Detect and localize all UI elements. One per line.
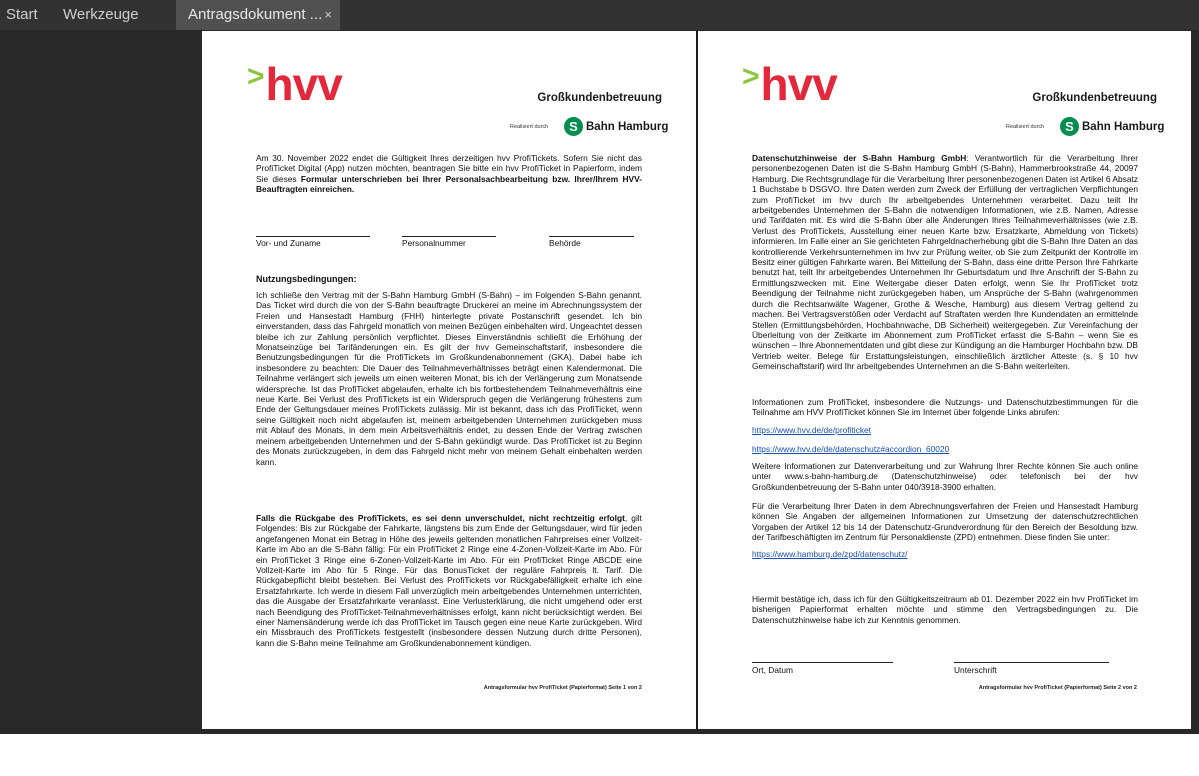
link-zpd[interactable]: https://www.hamburg.de/zpd/datenschutz/	[752, 549, 908, 559]
sbahn-logo-text: Bahn Hamburg	[586, 120, 669, 133]
datenschutz-bold: Datenschutzhinweise der S-Bahn Hamburg GmbH	[752, 153, 967, 163]
datenschutz-paragraph	[752, 153, 1138, 372]
signature-line-ort	[752, 662, 893, 663]
tab-bar	[0, 0, 1199, 30]
tab-document-label: Antragsdokument ...	[188, 6, 323, 23]
intro-bold: Formular unterschrieben bei Ihrer Personalsachbearbeitung bzw. Ihrer/Ihrem HVV-Beauftragten einreichen.	[256, 173, 642, 195]
signature-line-unterschrift	[954, 662, 1109, 663]
tab-werkzeuge[interactable]: Werkzeuge	[63, 6, 139, 23]
fhh-paragraph: Für die Verarbeitung Ihrer Daten in dem Abrechnungsverfahren der Freien und Hansestadt Hamburg können Sie Angaben der allgemeinen Informationen zur Umsetzung der datenschutzrechtlichen Vorgaben der Artikel 12 bis 14 der Datenschutz-Grundverordnung für den Bereich der Besoldung bzw. der Tarifbeschäftigten im Zentrum für Personaldienste (ZPD) entnehmen. Diese finden Sie unter:	[752, 501, 1138, 543]
grosskunden-title: Großkundenbetreuung	[1032, 92, 1157, 104]
sbahn-logo	[1060, 117, 1164, 137]
hvv-logo-text: hvv	[760, 58, 837, 110]
link-datenschutz[interactable]: https://www.hvv.de/de/datenschutz#accordion_60020	[752, 444, 950, 454]
realisiert-label: Realisiert durch	[510, 124, 549, 130]
intro-text: Am 30. November 2022 endet die Gültigkeit Ihres derzeitigen hvv ProfiTickets. Sofern Sie nicht das ProfiTicket Digital (App) nutzen möchten, beantragen Sie bitte ein hvv ProfiTicket in Papierform, indem Sie dieses	[256, 153, 642, 184]
page-footer-1: Antragsformular hvv ProfiTicket (Papierformat) Seite 1 von 2	[483, 685, 642, 691]
page-footer-2: Antragsformular hvv ProfiTicket (Papierformat) Seite 2 von 2	[978, 685, 1137, 691]
hvv-logo-text: hvv	[265, 58, 342, 110]
sbahn-logo	[564, 117, 668, 137]
label-personalnummer: Personalnummer	[402, 238, 466, 248]
label-name: Vor- und Zuname	[256, 238, 321, 248]
nutzung-paragraph: Ich schließe den Vertrag mit der S-Bahn Hamburg GmbH (S-Bahn) – im Folgenden S-Bahn genannt. Das Ticket wird durch die von der S-Bahn beauftragte Druckerei an meine im Abrechnungssystem der Freien und Hansestadt Hamburg (FHH) hinterlegte private Postanschrift gesendet. Ich bin einverstanden, dass das Fahrgeld monatlich von meinen Bezügen einbehalten wird. Ungeachtet dessen bleibe ich zur Zahlung persönlich verpflichtet. Dieses Einverständnis schließt die Erhöhung der Monatseinzüge bei Tarifänderungen ein. Es gilt der hvv Gemeinschaftstarif, insbesondere die Benutzungsbedingungen für die ProfiTickets im Großkundenabonnement (GKA). Dabei habe ich insbesondere zu beachten: Die Dauer des Teilnahmeverhältnisses beträgt einen Kalendermonat. Die Teilnahme verlängert sich jeweils um einen weiteren Monat, bis ich der Verlängerung zum Monatsende widerspreche. Ist das ProfiTicket abgelaufen, erhalte ich bis fortbestehendem Teilnahmeverhältnis eine neue Karte. Bei Verlust des ProfiTickets ist ein Widerspruch gegen die Verlängerung frühestens zum Ende der Geltungsdauer meines ProfiTickets zulässig. Mir ist bekannt, dass ich das ProfiTicket, wenn seine Gültigkeit noch nicht abgelaufen ist, meinem arbeitgebenden Unternehmen zurückgeben muss mit Ablauf des Monats, in dem mein Arbeitsverhältnis endet, zu dessen Ende der Vertrag zwischen meinem arbeitgebenden Unternehmen und der S-Bahn gekündigt wurde. Das ProfiTicket ist zu Beginn des Monats zurückzugeben, in dem das Fahrgeld nicht mehr von meinem Gehalt einbehalten werden kann.	[256, 290, 642, 467]
hvv-logo	[247, 59, 342, 116]
link-profiticket[interactable]: https://www.hvv.de/de/profiticket	[752, 425, 872, 435]
signature-line-personalnummer	[402, 236, 496, 237]
realisiert-label: Realisiert durch	[1006, 124, 1045, 130]
document-page-2	[698, 31, 1191, 729]
sbahn-s-icon: S	[564, 117, 583, 136]
hvv-arrow-icon: >	[247, 60, 264, 93]
weitere-paragraph: Weitere Informationen zur Datenverarbeitung und zur Wahrung Ihrer Rechte können Sie auch online unter www.s-bahn-hamburg.de (Datenschutzhinweise) oder telefonisch bei der hvv Großkundenbetreuung der S-Bahn unter 040/3918-3900 erhalten.	[752, 461, 1138, 492]
rueckgabe-paragraph	[256, 513, 642, 648]
tab-start[interactable]: Start	[6, 6, 38, 23]
grosskunden-title: Großkundenbetreuung	[537, 92, 662, 104]
heading-nutzungsbedingungen: Nutzungsbedingungen:	[256, 274, 357, 284]
intro-paragraph	[256, 153, 642, 195]
label-behoerde: Behörde	[549, 238, 581, 248]
bestaetigung-paragraph: Hiermit bestätige ich, dass ich für den Gültigkeitszeitraum ab 01. Dezember 2022 ein hvv ProfiTicket im bisherigen Papierformat erhalten möchte und stimme den Vertragsbedingungen zu. Die Datenschutzhinweise habe ich zur Kenntnis genommen.	[752, 594, 1138, 625]
left-panel	[0, 30, 201, 734]
hvv-logo	[742, 59, 837, 116]
signature-line-name	[256, 236, 370, 237]
close-icon[interactable]: ×	[324, 7, 332, 22]
label-unterschrift: Unterschrift	[954, 665, 997, 675]
hvv-arrow-icon: >	[742, 60, 759, 93]
datenschutz-text: : Verantwortlich für die Verarbeitung Ihrer personenbezogenen Daten ist die S-Bahn Hamburg GmbH (S-Bahn), Hammerbrookstraße 44, 20097 Hamburg. Die Rechtsgrundlage für die Verarbeitung Ihrer personenbezogenen Daten ist Artikel 6 Absatz 1 Buchstabe b DSGVO. Ihre Daten werden zum Zweck der Erfüllung der vertraglichen Verpflichtungen zum ProfiTicket im hvv durch Ihr arbeitgebendes Unternehmen verarbeitet. Dazu teilt Ihr arbeitgebendes Unternehmen der S-Bahn die notwendigen Informationen, wie z.B. Namen, Adresse und Tarifdaten mit. Es wird die S-Bahn über alle Änderungen Ihres Teilnahmeverhältnisses (wie z.B. Verlust des ProfiTickets, Ausstellung einer neuen Karte bzw. Ersatzkarte, Abmeldung von Tickets) informieren. Im Falle einer an Sie gerichteten Fahrgeldnacherhebung gibt die S-Bahn Ihre Daten an das kontrollierende Verkehrsunternehmen im hvv zur Prüfung weiter, ob Sie zum Zeitpunkt der Kontrolle im Besitz einer gültigen Fahrkarte waren. Bei Mitteilung der S-Bahn, dass eine dritte Person Ihre Fahrkarte benutzt hat, teilt Ihr arbeitgebendes Unternehmen Ihr Geburtsdatum und Ihre Anschrift der S-Bahn zu Ermittlungszwecken mit. Eine Weitergabe dieser Daten erfolgt, wenn Sie Ihr ProfiTicket trotz Beendigung der Teilnahme nicht zurückgegeben haben, um Ansprüche der S-Bahn (wahrgenommen durch die Rechtsanwälte Wagener, Grothe & Wesche, Hamburg) aus diesem Vertrag geltend zu machen. Bei Vertragsverstößen oder Verdacht auf Straftaten werden Ihre Kundendaten an ermittelnde Stellen (Ermittlungsbehörden, Hochbahnwache, DB Sicherheit) weitergegeben. Zur Vereinfachung der Überleitung von der Zeitkarte im Abonnement zum ProfiTicket erfasst die S-Bahn – wenn Sie es wünschen – Ihre Abonnementdaten und gibt diese zur Kündigung an die Hamburger Hochbahn bzw. DB Vertrieb weiter. Belege für Erstattungsleistungen, einschließlich ärztlicher Atteste (s. § 10 hvv Gemeinschaftstarif) wird Ihr arbeitgebendes Unternehmen an die S-Bahn weiterleiten.	[752, 153, 1139, 372]
sbahn-s-icon: S	[1060, 117, 1079, 136]
info-paragraph: Informationen zum ProfiTicket, insbesondere die Nutzungs- und Datenschutzbestimmungen für die Teilnahme am HVV ProfiTicket können Sie im Internet über folgende Links abrufen:	[752, 397, 1138, 418]
signature-line-behoerde	[549, 236, 634, 237]
rueckgabe-text: , gilt Folgendes: Bis zur Rückgabe der Fahrkarte, längstens bis zum Ende der Geltungsdauer, wird für jeden angefangenen Monat ein Betrag in Höhe des jeweils geltenden monatlichen Fahrpreises einer Vollzeit-Karte im Abo an die S-Bahn fällig: Für ein ProfiTicket 2 Ringe eine 4-Zonen-Vollzeit-Karte im Abo. Für ein ProfiTicket 3 Ringe eine 6-Zonen-Vollzeit-Karte im Abo. Für ein ProfiTicket Ringe ABCDE eine Vollzeit-Karte im Abo für 5 Ringe. Für das BonusTicket der reguläre Fahrpreis lt. Tarif. Die Rückgabepflicht bleibt bestehen. Bei Verlust des ProfiTickets vor Rückgabefälligkeit erhalte ich eine Ersatzfahrkarte. Ich werde in diesem Fall unverzüglich mein arbeitgebendes Unternehmen unterrichten, das die Ausgabe der Ersatzfahrkarte veranlasst. Eine Verlusterklärung, die nicht umgehend oder erst nach Beendigung des ProfiTicket-Teilnahmeverhältnisses erfolgt, kann nicht berücksichtigt werden. Bei einer Namensänderung werde ich das ProfiTicket im Tausch gegen eine neue Karte zurückgeben. Wird ein Missbrauch des ProfiTickets festgestellt (insbesondere dessen Nutzung durch dritte Personen), kann die S-Bahn meine Teilnahme am Großkundenabonnement kündigen.	[256, 513, 642, 648]
rueckgabe-bold: Falls die Rückgabe des ProfiTickets, es sei denn unverschuldet, nicht rechtzeitig erfolgt	[256, 513, 625, 523]
label-ort-datum: Ort, Datum	[752, 665, 793, 675]
sbahn-logo-text: Bahn Hamburg	[1082, 120, 1165, 133]
document-page-1	[202, 31, 696, 729]
tab-document[interactable]	[176, 0, 340, 30]
